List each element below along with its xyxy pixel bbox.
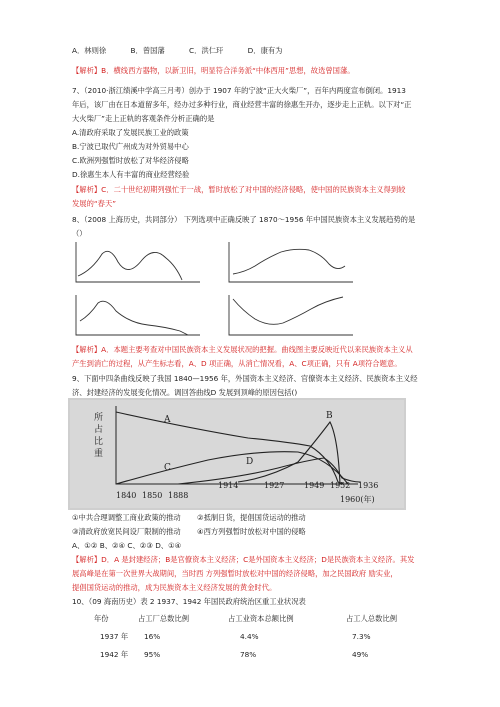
q6-option-b: B．曾国藩	[130, 46, 165, 55]
q8-option-d-sketch	[225, 293, 355, 338]
q10-row2-factory: 95%	[144, 650, 161, 659]
q10-row1-workers: 7.3%	[352, 632, 371, 641]
curve-label-c: C	[164, 463, 171, 473]
x-unit: 1960(年)	[340, 495, 375, 504]
curve-label-a: A	[164, 415, 171, 425]
q9-economy-chart	[68, 398, 406, 510]
q9-option-1: ①中共合理调整工商业政策的推动	[72, 513, 181, 522]
q6-option-a: A．林则徐	[72, 46, 107, 55]
q10-header-workers: 占工人总数比例	[346, 614, 398, 623]
q7-option-a: A.清政府采取了发展民族工业的政策	[72, 128, 189, 137]
q9-option-4: ④西方列强暂时放松对中国的侵略	[197, 527, 306, 536]
q6-answer: 【解析】B．横线西方器物，以新卫旧，明显符合洋务派“中体西用”思想，故选曾国藩。	[72, 66, 355, 75]
x-tick-1949: 1949	[304, 481, 325, 490]
q9-stem-2: 济、封建经济的发展变化情况。调回答曲线D 发展到顶峰的原因包括()	[72, 388, 298, 397]
q9-stem-1: 9、下面中四条曲线反映了我国 1840—1956 年，外国资本主义经济、官僚资本主义经济、民族资本主义经	[72, 374, 418, 383]
chart-ylabel-4: 重	[94, 449, 104, 459]
chart-ylabel-1: 所	[94, 413, 104, 423]
q8-stem-2: （）	[72, 229, 87, 238]
q8-stem-1: 8、（2008 上海历史，共同部分） 下列选项中正确反映了 1870～1956 年中国民族资本主义发展趋势的是	[72, 215, 416, 224]
q6-option-d: D．康有为	[247, 46, 283, 55]
q7-option-b: B.宁波已取代广州成为对外贸易中心	[72, 142, 189, 151]
q7-option-d: D.徐惠生本人有丰富的商业经营经验	[72, 170, 190, 179]
q8-answer-2: 产生到消亡的过程，从产生标志看，A、D 项正确，从消亡情况看，A、C项正确，只有 A项符合题意。	[72, 359, 402, 368]
q9-options-row-1	[72, 513, 306, 523]
x-tick-1936: 1936	[358, 481, 379, 490]
x-tick-1850: 1850	[142, 491, 163, 500]
q6-options	[72, 46, 282, 56]
q10-row1-factory: 16%	[144, 632, 161, 641]
x-tick-1927: 1927	[264, 481, 285, 490]
q8-option-a-sketch	[72, 240, 202, 285]
q10-row1-year: 1937 年	[100, 632, 129, 641]
q10-header-capital: 占工业资本总额比例	[228, 614, 294, 623]
q9-choices: A、①② B、②④ C、②③ D、①④	[72, 541, 182, 550]
q9-answer-2: 展高峰是在第一次世界大战期间，当时西 方列强暂时放松对中国的经济侵略，加之民国政府 励实业，	[72, 569, 398, 578]
q7-answer-1: 【解析】C．二十世纪初期列强忙于一战，暂时放松了对中国的经济侵略，使中国的民族资本主义得到较	[72, 185, 406, 194]
q7-stem-2: 年后，该厂由在日本道留多年，经办过多种行业，商业经营丰富的徐惠生开办，逐步走上正轨。以下对“正	[72, 100, 412, 109]
curve-label-b: B	[326, 411, 333, 421]
chart-ylabel-2: 占	[94, 425, 104, 435]
x-tick-1914: 1914	[218, 481, 239, 490]
q10-header-year: 年份	[94, 614, 109, 623]
q9-option-2: ②抵制日货，提倡国货运动的推动	[197, 513, 306, 522]
q10-row1-capital: 4.4%	[240, 632, 259, 641]
q10-row2-year: 1942 年	[100, 650, 129, 659]
q10-row2-workers: 49%	[352, 650, 369, 659]
q10-stem: 10、（09 海南历史）表 2 1937、1942 年国民政府统治区重工业状况表	[72, 597, 306, 606]
curve-label-d: D	[246, 457, 254, 467]
q9-answer-3: 提倡国货运动的推动，成为民族资本主义经济发展的黄金时代。	[72, 583, 277, 592]
q8-answer-1: 【解析】A．本题主要考查对中国民族资本主义发展状况的把握。曲线图主要反映近代以来民族资本主义从	[72, 345, 413, 354]
q8-option-c-sketch	[72, 293, 202, 338]
q9-options-row-2	[72, 527, 306, 537]
x-tick-1840: 1840	[116, 491, 137, 500]
q7-option-c: C.欧洲列强暂时放松了对华经济侵略	[72, 156, 189, 165]
q10-header-factory: 占工厂总数比例	[138, 614, 190, 623]
x-tick-1888: 1888	[168, 491, 189, 500]
q8-option-b-sketch	[225, 240, 355, 285]
q9-option-3: ③清政府放宽民间设厂限制的推动	[72, 527, 181, 536]
q10-row2-capital: 78%	[240, 650, 257, 659]
x-tick-1952: 1952	[330, 481, 351, 490]
q7-stem-text-1: 7、（2010·浙江绩溪中学高三月考）创办于 1907 年的宁波“正大火柴厂”，百年内两度宣布倒闭。1913	[72, 86, 406, 95]
q7-stem-1	[72, 86, 406, 96]
chart-ylabel-3: 比	[94, 437, 104, 447]
q6-option-c: C．洪仁玕	[189, 46, 224, 55]
q7-stem-3: 大火柴厂”走上正轨的客观条件分析正确的是	[72, 114, 215, 123]
q7-answer-2: 发展的“春天”	[72, 199, 117, 208]
q9-answer-1: 【解析】D．A 是封建经济；B是官僚资本主义经济；C是外国资本主义经济；D是民族资本主义经济。其发	[72, 555, 415, 564]
